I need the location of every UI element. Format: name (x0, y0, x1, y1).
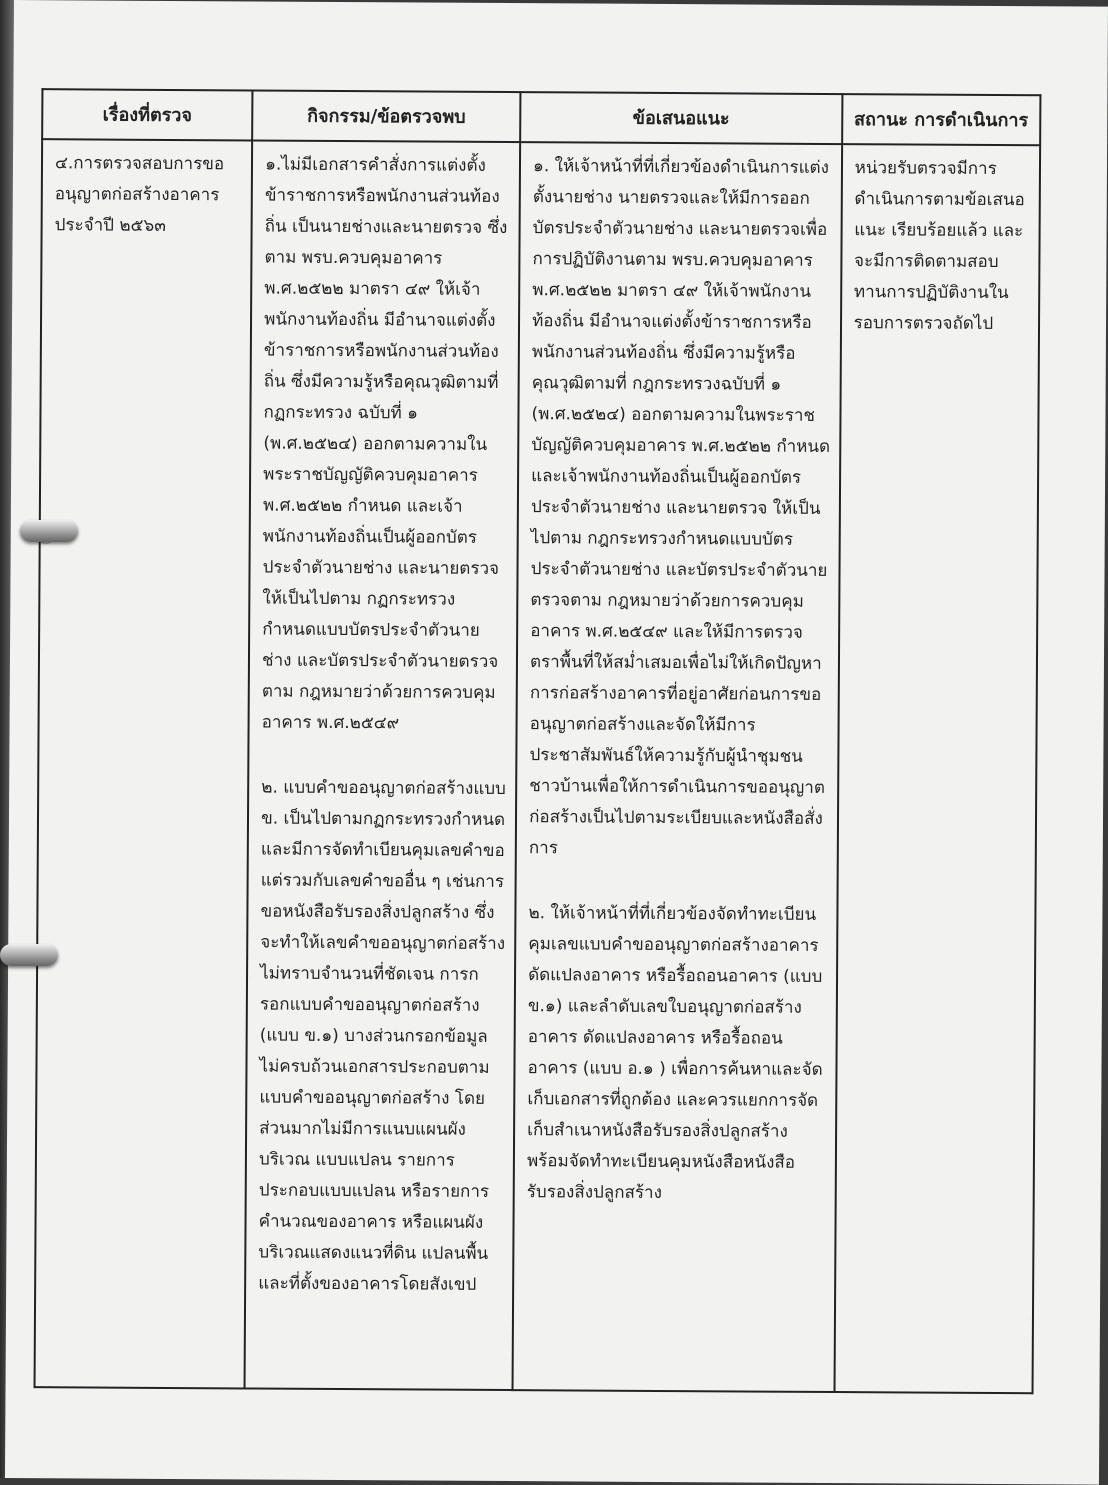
binder-ring (0, 944, 58, 966)
recommendation-2: ๒. ให้เจ้าหน้าที่ที่เกี่ยวข้องจัดทำทะเบียนคุมเลขแบบคำขออนุญาตก่อสร้างอาคาร ดัดแปลงอาคาร หรือรื้อถอนอาคาร (แบบ ข.๑) และลำดับเลขใบอนุญาตก่อสร้างอาคาร ดัดแปลงอาคาร หรือรื้อถอนอาคาร (แบบ อ.๑ ) เพื่อการค้นหาและจัดเก็บเอกสารที่ถูกต้อง และควรแยกการจัดเก็บสำเนาหนังสือรับรองสิ่งปลูกสร้างพร้อมจัดทำทะเบียนคุมหนังสือหนังสือรับรองสิ่งปลูกสร้าง (526, 903, 823, 1203)
header-recommendation: ข้อเสนอแนะ (520, 92, 842, 144)
table-row (35, 139, 1041, 1393)
document-page (5, 0, 1108, 1485)
cell-recommendation (513, 142, 842, 1392)
header-activity: กิจกรรม/ข้อตรวจพบ (252, 90, 520, 142)
topic-text: ๔.การตรวจสอบการขออนุญาตก่อสร้างอาคารประจำปี ๒๕๖๓ (54, 153, 225, 236)
header-row (42, 89, 1040, 145)
activity-finding-1: ๑.ไม่มีเอกสารคำสั่งการแต่งตั้งข้าราชการหรือพนักงานส่วนท้องถิ่น เป็นนายช่างและนายตรวจ ซึ่งตาม พรบ.ควบคุมอาคาร พ.ศ.๒๕๒๒ มาตรา ๔๙ ให้เจ้าพนักงานท้องถิ่น มีอำนาจแต่งตั้งข้าราชการหรือพนักงานส่วนท้องถิ่น ซึ่งมีความรู้หรือคุณวุฒิตามที่ กฏกระทรวง ฉบับที่ ๑ (พ.ศ.๒๕๒๔) ออกตามความในพระราชบัญญัติควบคุมอาคาร พ.ศ.๒๕๒๒ กำหนด และเจ้าพนักงานท้องถิ่นเป็นผู้ออกบัตรประจำตัวนายช่าง และนายตรวจ ให้เป็นไปตาม กฏกระทรวงกำหนดแบบบัตรประจำตัวนายช่าง และบัตรประจำตัวนายตรวจตาม กฎหมายว่าด้วยการควบคุมอาคาร พ.ศ.๒๕๔๙ (261, 154, 508, 734)
cell-topic (35, 139, 253, 1388)
binder-ring (20, 520, 78, 542)
cell-status (834, 144, 1040, 1393)
header-status: สถานะ การดำเนินการ (842, 94, 1041, 145)
cell-activity (245, 140, 521, 1390)
recommendation-1: ๑. ให้เจ้าหน้าที่ที่เกี่ยวข้องดำเนินการแต่งตั้งนายช่าง นายตรวจและให้มีการออกบัตรประจำตัวนายช่าง และนายตรวจเพื่อการปฏิบัติงานตาม พรบ.ควบคุมอาคาร พ.ศ.๒๕๒๒ มาตรา ๔๙ ให้เจ้าพนักงานท้องถิ่น มีอำนาจแต่งตั้งข้าราชการหรือพนักงานส่วนท้องถิ่น ซึ่งมีความรู้หรือคุณวุฒิตามที่ กฎกระทรวงฉบับที่ ๑ (พ.ศ.๒๕๒๔) ออกตามความในพระราชบัญญัติควบคุมอาคาร พ.ศ.๒๕๒๒ กำหนด และเจ้าพนักงานท้องถิ่นเป็นผู้ออกบัตรประจำตัวนายช่าง และนายตรวจ ให้เป็นไปตาม กฎกระทรวงกำหนดแบบบัตรประจำตัวนายช่าง และบัตรประจำตัวนายตรวจตาม กฎหมายว่าด้วยการควบคุมอาคาร พ.ศ.๒๕๔๙ และให้มีการตรวจตราพื้นที่ให้สม่ำเสมอเพื่อไม่ให้เกิดปัญหาการก่อสร้างอาคารที่อยู่อาศัยก่อนการขออนุญาตก่อสร้างและจัดให้มีการประชาสัมพันธ์ให้ความรู้กับผู้นำชุมชน ชาวบ้านเพื่อให้การดำเนินการขออนุญาตก่อสร้างเป็นไปตามระเบียบและหนังสือสั่งการ (528, 156, 831, 859)
header-topic: เรื่องที่ตรวจ (42, 89, 252, 140)
activity-finding-2: ๒. แบบคำขออนุญาตก่อสร้างแบบ ข. เป็นไปตามกฏกระทรวงกำหนด และมีการจัดทำเบียนคุมเลขคำขอ แต่รวมกับเลขคำขออื่น ๆ เช่นการขอหนังสือรับรองสิ่งปลูกสร้าง ซึ่งจะทำให้เลขคำขออนุญาตก่อสร้าง ไม่ทราบจำนวนที่ชัดเจน การกรอกแบบคำขออนุญาตก่อสร้าง (แบบ ข.๑) บางส่วนกรอกข้อมูลไม่ครบถ้วนเอกสารประกอบตามแบบคำขออนุญาตก่อสร้าง โดยส่วนมากไม่มีการแนบแผนผังบริเวณ แบบแปลน รายการประกอบแบบแปลน หรือรายการคำนวณของอาคาร หรือแผนผังบริเวณแสดงแนวที่ดิน แปลนพื้นและที่ตั้งของอาคารโดยสังเขป (258, 777, 506, 1295)
status-text: หน่วยรับตรวจมีการดำเนินการตามข้อเสนอแนะ เรียบร้อยแล้ว และจะมีการติดตามสอบทานการปฏิบัติงานในรอบการตรวจถัดไป (853, 158, 1025, 334)
audit-table (34, 88, 1042, 1394)
